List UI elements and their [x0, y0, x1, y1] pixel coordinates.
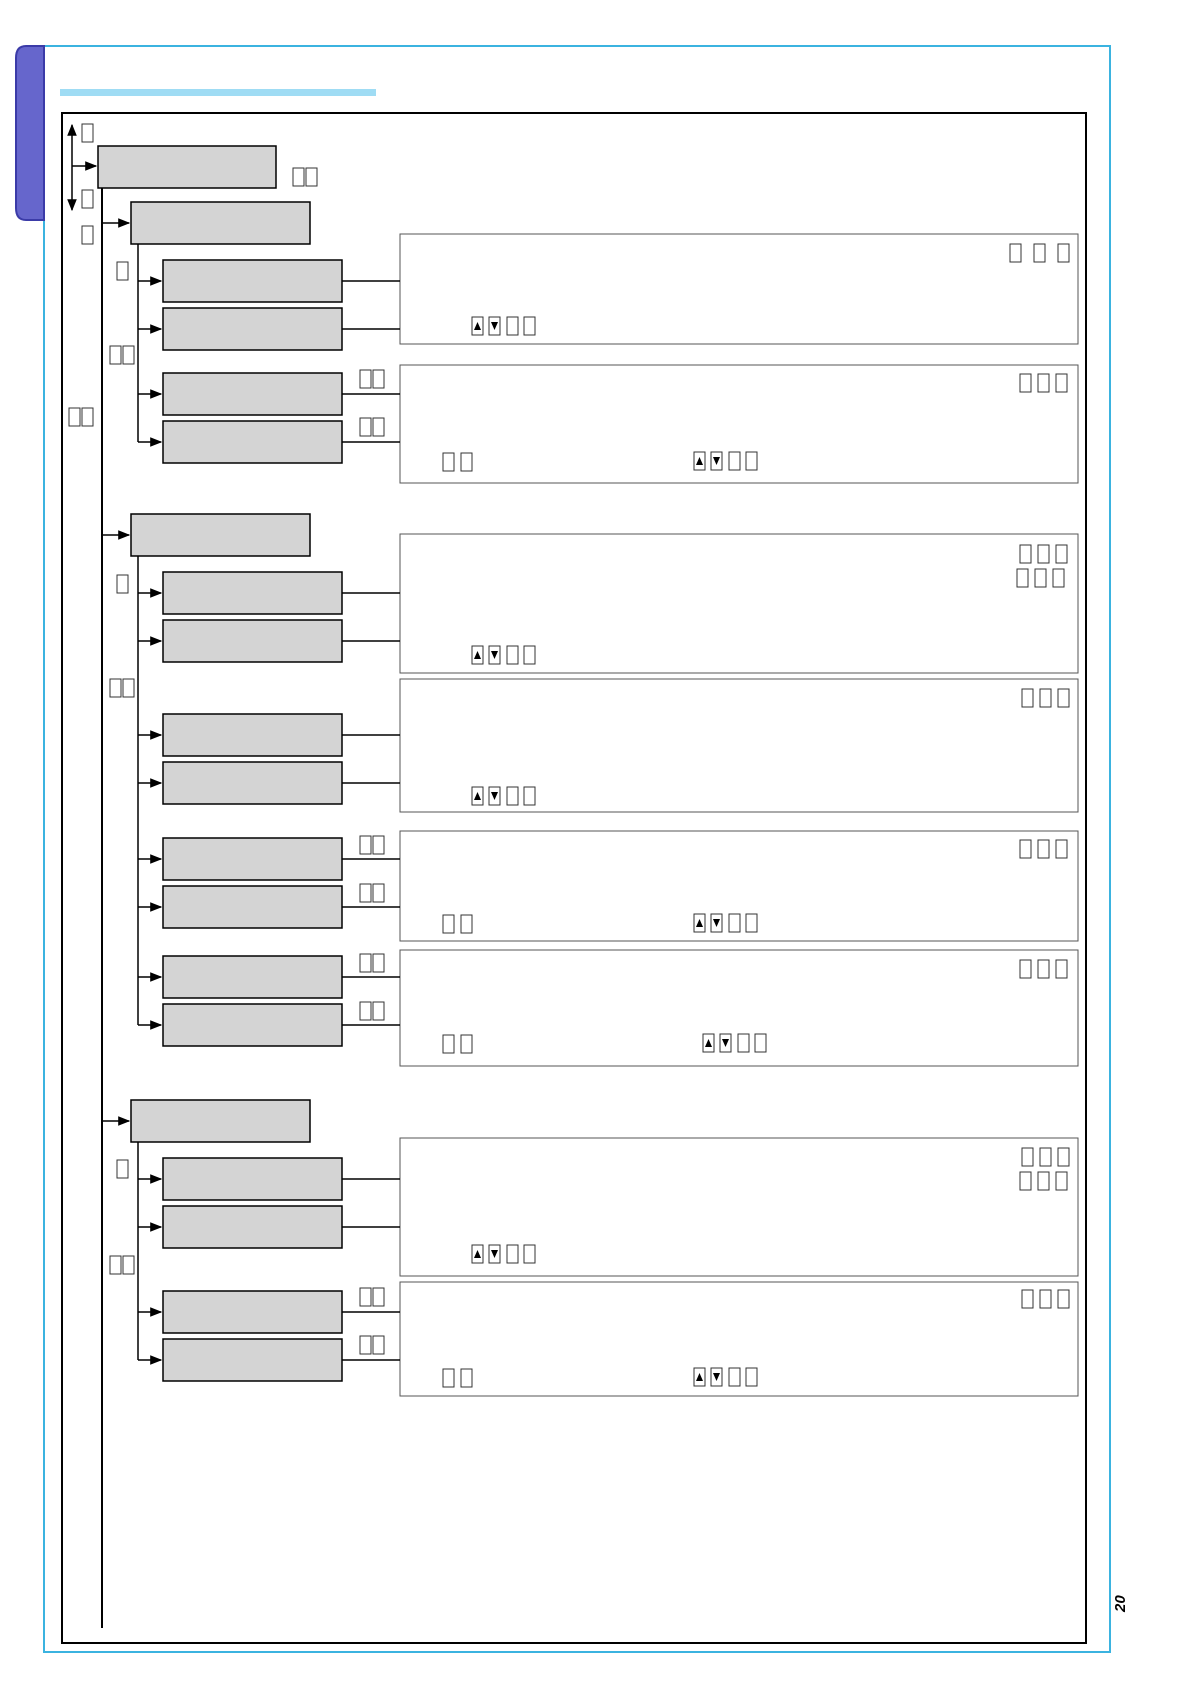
menu-box-level3[interactable] — [163, 620, 342, 662]
glyph-box-icon — [1020, 960, 1031, 978]
glyph-box-icon — [1010, 244, 1021, 262]
menu-box-level3[interactable] — [163, 421, 342, 463]
glyph-box-icon — [82, 124, 93, 142]
glyph-box-icon — [123, 1256, 134, 1274]
menu-box-level3[interactable] — [163, 260, 342, 302]
glyph-box-icon — [1058, 1148, 1069, 1166]
menu-box-level3[interactable] — [163, 1158, 342, 1200]
glyph-box-icon — [123, 679, 134, 697]
description-panel — [400, 234, 1078, 344]
glyph-box-icon — [1035, 569, 1046, 587]
glyph-box-icon — [82, 408, 93, 426]
glyph-box-icon — [123, 346, 134, 364]
menu-box-level2[interactable] — [131, 514, 310, 556]
glyph-box-icon — [524, 787, 535, 805]
menu-box-level3[interactable] — [163, 838, 342, 880]
glyph-box-icon — [443, 1035, 454, 1053]
glyph-box-icon — [507, 787, 518, 805]
glyph-box-icon — [1056, 1172, 1067, 1190]
glyph-box-icon — [729, 1368, 740, 1386]
glyph-box-icon — [1040, 1290, 1051, 1308]
glyph-box-icon — [1022, 1290, 1033, 1308]
glyph-box-icon — [69, 408, 80, 426]
glyph-box-icon — [507, 1245, 518, 1263]
menu-box-level3[interactable] — [163, 1004, 342, 1046]
glyph-box-icon — [507, 317, 518, 335]
glyph-box-icon — [360, 370, 371, 388]
glyph-box-icon — [746, 914, 757, 932]
glyph-box-icon — [1020, 374, 1031, 392]
glyph-box-icon — [360, 836, 371, 854]
glyph-box-icon — [117, 575, 128, 593]
glyph-box-icon — [373, 1288, 384, 1306]
menu-box-level3[interactable] — [163, 572, 342, 614]
page-number: 20 — [1112, 1595, 1129, 1612]
glyph-box-icon — [746, 452, 757, 470]
glyph-box-icon — [1038, 840, 1049, 858]
glyph-box-icon — [443, 453, 454, 471]
glyph-box-icon — [1056, 374, 1067, 392]
glyph-box-icon — [1056, 840, 1067, 858]
glyph-box-icon — [443, 915, 454, 933]
glyph-box-icon — [1020, 840, 1031, 858]
glyph-box-icon — [373, 418, 384, 436]
glyph-box-icon — [82, 226, 93, 244]
glyph-box-icon — [507, 646, 518, 664]
glyph-box-icon — [461, 915, 472, 933]
glyph-box-icon — [306, 168, 317, 186]
glyph-box-icon — [461, 453, 472, 471]
menu-box-level3[interactable] — [163, 886, 342, 928]
menu-box-level3[interactable] — [163, 373, 342, 415]
glyph-box-icon — [1017, 569, 1028, 587]
header-bar — [60, 89, 376, 96]
glyph-box-icon — [110, 346, 121, 364]
glyph-box-icon — [461, 1369, 472, 1387]
glyph-box-icon — [729, 914, 740, 932]
glyph-box-icon — [461, 1035, 472, 1053]
menu-box-level2[interactable] — [131, 202, 310, 244]
glyph-box-icon — [755, 1034, 766, 1052]
glyph-box-icon — [1040, 689, 1051, 707]
glyph-box-icon — [117, 262, 128, 280]
section-tab — [16, 46, 44, 220]
menu-box-level3[interactable] — [163, 956, 342, 998]
menu-box-level3[interactable] — [163, 1206, 342, 1248]
glyph-box-icon — [1058, 689, 1069, 707]
glyph-box-icon — [360, 954, 371, 972]
glyph-box-icon — [110, 1256, 121, 1274]
glyph-box-icon — [373, 954, 384, 972]
glyph-box-icon — [360, 884, 371, 902]
menu-box-level3[interactable] — [163, 1291, 342, 1333]
glyph-box-icon — [443, 1369, 454, 1387]
glyph-box-icon — [293, 168, 304, 186]
glyph-box-icon — [1020, 1172, 1031, 1190]
glyph-box-icon — [373, 1002, 384, 1020]
glyph-box-icon — [360, 1002, 371, 1020]
menu-box-level3[interactable] — [163, 762, 342, 804]
glyph-box-icon — [82, 190, 93, 208]
glyph-box-icon — [360, 1288, 371, 1306]
glyph-box-icon — [373, 836, 384, 854]
glyph-box-icon — [373, 884, 384, 902]
glyph-box-icon — [738, 1034, 749, 1052]
glyph-box-icon — [117, 1160, 128, 1178]
glyph-box-icon — [360, 418, 371, 436]
glyph-box-icon — [746, 1368, 757, 1386]
glyph-box-icon — [524, 317, 535, 335]
glyph-box-icon — [1040, 1148, 1051, 1166]
glyph-box-icon — [1034, 244, 1045, 262]
description-panel — [400, 534, 1078, 673]
glyph-box-icon — [1022, 689, 1033, 707]
glyph-box-icon — [1038, 545, 1049, 563]
glyph-box-icon — [373, 1336, 384, 1354]
description-panel — [400, 679, 1078, 812]
glyph-box-icon — [524, 1245, 535, 1263]
glyph-box-icon — [373, 370, 384, 388]
glyph-box-icon — [360, 1336, 371, 1354]
glyph-box-icon — [1022, 1148, 1033, 1166]
glyph-box-icon — [1020, 545, 1031, 563]
menu-box-level3[interactable] — [163, 1339, 342, 1381]
glyph-box-icon — [729, 452, 740, 470]
menu-box[interactable] — [98, 146, 276, 188]
glyph-box-icon — [110, 679, 121, 697]
description-panel — [400, 1138, 1078, 1276]
glyph-box-icon — [1056, 960, 1067, 978]
menu-box-level3[interactable] — [163, 714, 342, 756]
menu-box-level3[interactable] — [163, 308, 342, 350]
glyph-box-icon — [1038, 374, 1049, 392]
glyph-box-icon — [1053, 569, 1064, 587]
menu-box-level2[interactable] — [131, 1100, 310, 1142]
glyph-box-icon — [1038, 1172, 1049, 1190]
glyph-box-icon — [1056, 545, 1067, 563]
glyph-box-icon — [1058, 1290, 1069, 1308]
glyph-box-icon — [1058, 244, 1069, 262]
glyph-box-icon — [1038, 960, 1049, 978]
glyph-box-icon — [524, 646, 535, 664]
